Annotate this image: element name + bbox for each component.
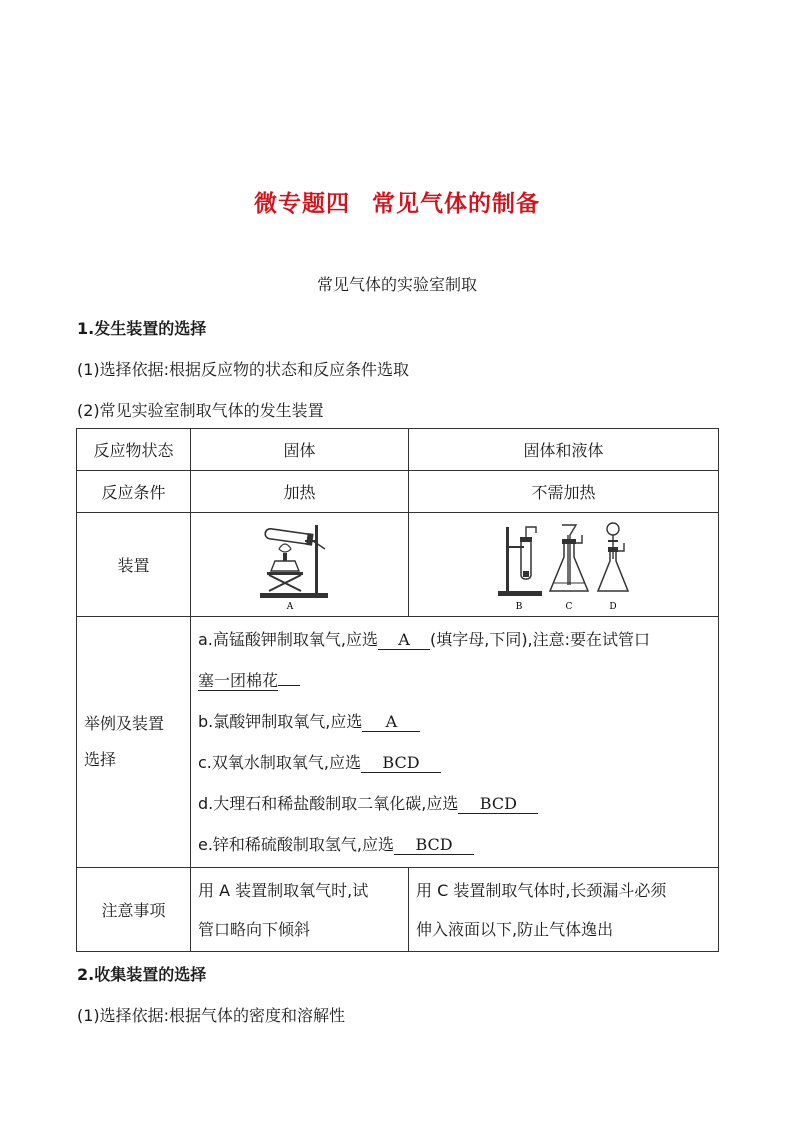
section2-heading: 2.收集装置的选择	[77, 965, 207, 984]
label-a: A	[286, 601, 293, 611]
cell-note-liquid: 用 C 装置制取气体时,长颈漏斗必须 伸入液面以下,防止气体逸出	[409, 868, 719, 952]
table-row-examples	[77, 617, 719, 868]
apparatus-bcd-figure	[494, 519, 634, 611]
label-c: C	[565, 601, 572, 611]
answer-a: A	[378, 631, 430, 650]
answer-d: BCD	[458, 795, 538, 814]
apparatus-a-figure	[255, 519, 345, 611]
table-row-condition	[77, 471, 719, 513]
table-row-apparatus	[77, 513, 719, 617]
header-condition: 反应条件	[77, 471, 191, 513]
header-examples-line1: 举例及装置	[84, 714, 165, 733]
example-a: a.高锰酸钾制取氧气,应选 A (填字母,下同),注意:要在试管口	[198, 630, 651, 649]
cell-no-heating: 不需加热	[409, 471, 719, 513]
header-notes: 注意事项	[77, 868, 191, 952]
answer-c: BCD	[361, 754, 441, 773]
example-b: b.氯酸钾制取氧气,应选 A	[191, 701, 718, 742]
example-d: d.大理石和稀盐酸制取二氧化碳,应选 BCD	[191, 783, 718, 824]
header-examples-line2: 选择	[84, 750, 117, 769]
generation-apparatus-table	[76, 428, 719, 952]
example-c: c.双氧水制取氧气,应选 BCD	[191, 742, 718, 783]
header-examples	[77, 617, 191, 868]
example-a-cont: 塞一团棉花	[191, 660, 718, 701]
cell-apparatus-bcd	[409, 513, 719, 617]
answer-b: A	[362, 713, 420, 732]
cell-solid-liquid: 固体和液体	[409, 429, 719, 471]
label-d: D	[608, 601, 617, 611]
cell-apparatus-a	[191, 513, 409, 617]
header-apparatus: 装置	[77, 513, 191, 617]
cell-note-solid: 用 A 装置制取氧气时,试 管口略向下倾斜	[191, 868, 409, 952]
table-row-state	[77, 429, 719, 471]
section1-item1: (1)选择依据:根据反应物的状态和反应条件选取	[77, 360, 410, 379]
table-row-notes	[77, 868, 719, 952]
answer-e: BCD	[394, 836, 474, 855]
subtitle: 常见气体的实验室制取	[316, 275, 477, 294]
page-title: 微专题四 常见气体的制备	[254, 191, 540, 217]
section1-heading: 1.发生装置的选择	[77, 319, 207, 338]
cell-heating: 加热	[191, 471, 409, 513]
cell-solid: 固体	[191, 429, 409, 471]
section1-item2: (2)常见实验室制取气体的发生装置	[77, 401, 324, 420]
cell-examples	[191, 617, 719, 868]
header-reactant-state: 反应物状态	[77, 429, 191, 471]
example-e: e.锌和稀硫酸制取氢气,应选 BCD	[191, 824, 718, 865]
label-b: B	[515, 601, 522, 611]
section2-item1: (1)选择依据:根据气体的密度和溶解性	[77, 1006, 346, 1025]
